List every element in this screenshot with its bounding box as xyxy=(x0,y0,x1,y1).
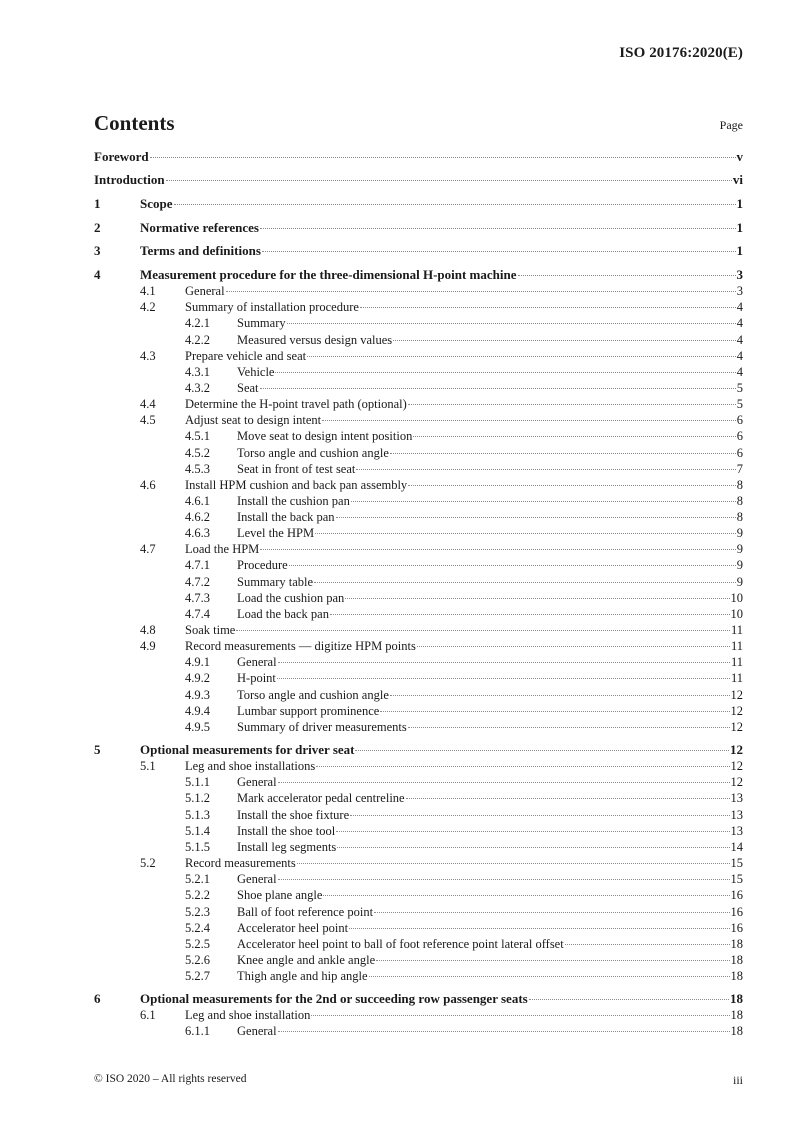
toc-entry-title: Procedure xyxy=(237,558,288,572)
toc-entry-number: 4.2.1 xyxy=(185,316,210,330)
toc-entry-number: 5.2.6 xyxy=(185,953,210,967)
toc-entry-number: 4.6 xyxy=(140,478,156,492)
dot-leader xyxy=(518,275,736,276)
toc-entry-page: 12 xyxy=(730,688,743,702)
toc-entry-number: 5.1.5 xyxy=(185,840,210,854)
dot-leader xyxy=(262,251,736,252)
toc-entry[interactable] xyxy=(94,196,743,212)
toc-entry-page: 10 xyxy=(730,607,743,621)
dot-leader xyxy=(369,976,730,977)
toc-entry[interactable] xyxy=(94,220,743,236)
toc-entry-page: 6 xyxy=(736,413,743,427)
dot-leader xyxy=(260,228,736,229)
toc-entry-title: Terms and definitions xyxy=(140,243,261,258)
dot-leader xyxy=(390,453,736,454)
toc-entry-title: Install HPM cushion and back pan assembly xyxy=(185,478,408,492)
toc-entry-title: Leg and shoe installation xyxy=(185,1008,311,1022)
toc-entry-page: 12 xyxy=(730,759,743,773)
toc-entry[interactable] xyxy=(94,590,743,606)
dot-leader xyxy=(351,501,736,502)
toc-entry-page: 11 xyxy=(730,623,743,637)
toc-entry-title: Prepare vehicle and seat xyxy=(185,349,307,363)
toc-entry-title: Record measurements xyxy=(185,856,296,870)
toc-entry-title: Seat in front of test seat xyxy=(237,462,356,476)
toc-entry[interactable] xyxy=(94,364,743,380)
toc-entry-number: 4.6.2 xyxy=(185,510,210,524)
dot-leader xyxy=(393,340,736,341)
toc-entry-page: 5 xyxy=(736,381,743,395)
toc-entry-number: 5 xyxy=(94,742,101,757)
toc-entry[interactable] xyxy=(94,315,743,331)
dot-leader xyxy=(390,695,730,696)
toc-entry[interactable] xyxy=(94,855,743,871)
toc-entry-title: Torso angle and cushion angle xyxy=(237,446,389,460)
toc-entry-page: 4 xyxy=(736,365,743,379)
toc-entry-page: 7 xyxy=(736,462,743,476)
toc-entry-title: Summary of installation procedure xyxy=(185,300,359,314)
toc-entry-number: 4 xyxy=(94,267,101,282)
toc-entry-number: 5.2.1 xyxy=(185,872,210,886)
toc-entry[interactable] xyxy=(94,428,743,444)
toc-entry-number: 4.2 xyxy=(140,300,156,314)
dot-leader xyxy=(356,469,735,470)
toc-entry-title: Install leg segments xyxy=(237,840,337,854)
toc-entry-number: 4.5 xyxy=(140,413,156,427)
toc-entry-number: 4.9.2 xyxy=(185,671,210,685)
toc-entry-number: 5.1 xyxy=(140,759,156,773)
toc-entry-page: 6 xyxy=(736,429,743,443)
toc-entry-title: Summary xyxy=(237,316,286,330)
toc-entry-page: 12 xyxy=(730,704,743,718)
toc-entry-page: 13 xyxy=(730,808,743,822)
toc-entry-page: 18 xyxy=(730,969,743,983)
toc-entry-page: 9 xyxy=(736,558,743,572)
toc-entry[interactable] xyxy=(94,638,743,654)
toc-entry-number: 4.7 xyxy=(140,542,156,556)
dot-leader xyxy=(311,1015,729,1016)
toc-entry[interactable] xyxy=(94,348,743,364)
toc-entry[interactable] xyxy=(94,267,743,283)
toc-entry-title: Adjust seat to design intent xyxy=(185,413,322,427)
dot-leader xyxy=(289,565,736,566)
toc-entry-title: H-point xyxy=(237,671,276,685)
dot-leader xyxy=(323,895,729,896)
toc-entry[interactable] xyxy=(94,887,743,903)
toc-entry-number: 4.6.1 xyxy=(185,494,210,508)
dot-leader xyxy=(380,711,729,712)
toc-entry-number: 6.1 xyxy=(140,1008,156,1022)
toc-entry[interactable] xyxy=(94,991,743,1007)
toc-entry-title: General xyxy=(237,655,277,669)
toc-entry-number: 1 xyxy=(94,196,101,211)
toc-entry-page: vi xyxy=(732,172,743,187)
toc-entry-page: 16 xyxy=(730,888,743,902)
toc-entry-title: Foreword xyxy=(94,149,149,164)
toc-entry-page: 9 xyxy=(736,526,743,540)
toc-entry-number: 5.1.2 xyxy=(185,791,210,805)
toc-entry-title: Lumbar support prominence xyxy=(237,704,380,718)
page-column-label: Page xyxy=(719,118,743,132)
toc-entry[interactable] xyxy=(94,412,743,428)
dot-leader xyxy=(277,678,730,679)
toc-entry-page: 16 xyxy=(730,905,743,919)
toc-entry-number: 5.2.2 xyxy=(185,888,210,902)
toc-entry[interactable] xyxy=(94,332,743,348)
toc-entry-number: 4.3.1 xyxy=(185,365,210,379)
toc-entry-title: Determine the H-point travel path (optional) xyxy=(185,397,407,411)
toc-entry[interactable] xyxy=(94,606,743,622)
toc-entry-number: 4.5.2 xyxy=(185,446,210,460)
toc-entry-number: 4.6.3 xyxy=(185,526,210,540)
toc-entry-title: Shoe plane angle xyxy=(237,888,323,902)
toc-entry-title: Record measurements — digitize HPM points xyxy=(185,639,416,653)
toc-entry-title: Accelerator heel point to ball of foot reference point lateral offset xyxy=(237,937,564,951)
toc-entry-number: 4.9.4 xyxy=(185,704,210,718)
toc-entry[interactable] xyxy=(94,299,743,315)
toc-entry[interactable] xyxy=(94,871,743,887)
toc-entry-number: 4.5.3 xyxy=(185,462,210,476)
dot-leader xyxy=(565,944,730,945)
toc-entry[interactable] xyxy=(94,742,743,758)
toc-entry[interactable] xyxy=(94,574,743,590)
toc-entry-title: Torso angle and cushion angle xyxy=(237,688,389,702)
toc-entry-number: 5.2.3 xyxy=(185,905,210,919)
toc-entry[interactable] xyxy=(94,622,743,638)
dot-leader xyxy=(166,180,732,181)
toc-entry-number: 5.2.7 xyxy=(185,969,210,983)
toc-entry-page: 12 xyxy=(730,742,743,757)
page-number: iii xyxy=(732,1073,743,1087)
toc-entry-title: Thigh angle and hip angle xyxy=(237,969,368,983)
dot-leader xyxy=(307,356,736,357)
toc-entry-title: Move seat to design intent position xyxy=(237,429,413,443)
toc-entry-number: 6 xyxy=(94,991,101,1006)
toc-entry-title: Summary table xyxy=(237,575,314,589)
toc-entry-number: 5.2.4 xyxy=(185,921,210,935)
toc-entry-title: Install the back pan xyxy=(237,510,335,524)
toc-entry-page: 1 xyxy=(736,243,743,258)
toc-entry-page: 18 xyxy=(730,937,743,951)
toc-entry-title: General xyxy=(237,872,277,886)
toc-entry-page: 3 xyxy=(736,267,743,282)
toc-entry-title: Summary of driver measurements xyxy=(237,720,407,734)
toc-entry-number: 3 xyxy=(94,243,101,258)
toc-entry[interactable] xyxy=(94,541,743,557)
toc-entry[interactable] xyxy=(94,968,743,984)
toc-entry-number: 4.8 xyxy=(140,623,156,637)
toc-entry-number: 4.9.3 xyxy=(185,688,210,702)
toc-entry-page: 4 xyxy=(736,300,743,314)
toc-entry-number: 4.1 xyxy=(140,284,156,298)
dot-leader xyxy=(314,582,736,583)
toc-entry[interactable] xyxy=(94,1007,743,1023)
toc-entry-page: 11 xyxy=(730,655,743,669)
dot-leader xyxy=(260,549,735,550)
toc-entry[interactable] xyxy=(94,807,743,823)
dot-leader xyxy=(236,630,730,631)
toc-entry-page: 4 xyxy=(736,349,743,363)
dot-leader xyxy=(413,436,735,437)
toc-entry-title: Mark accelerator pedal centreline xyxy=(237,791,405,805)
dot-leader xyxy=(345,598,729,599)
toc-entry-number: 5.1.3 xyxy=(185,808,210,822)
toc-entry[interactable] xyxy=(94,904,743,920)
toc-entry[interactable] xyxy=(94,952,743,968)
dot-leader xyxy=(315,533,736,534)
toc-entry-title: Leg and shoe installations xyxy=(185,759,316,773)
toc-entry-title: Install the shoe tool xyxy=(237,824,336,838)
toc-entry-title: General xyxy=(237,775,277,789)
toc-entry-page: 8 xyxy=(736,478,743,492)
toc-entry-number: 6.1.1 xyxy=(185,1024,210,1038)
toc-entry[interactable] xyxy=(94,509,743,525)
toc-entry-page: 8 xyxy=(736,494,743,508)
toc-entry[interactable] xyxy=(94,243,743,259)
toc-entry-title: Scope xyxy=(140,196,173,211)
toc-entry-page: 4 xyxy=(736,316,743,330)
toc-entry-page: v xyxy=(736,149,743,164)
toc-entry-number: 4.9.1 xyxy=(185,655,210,669)
toc-entry-page: 15 xyxy=(730,872,743,886)
toc-entry[interactable] xyxy=(94,493,743,509)
toc-entry-page: 18 xyxy=(730,953,743,967)
dot-leader xyxy=(174,204,736,205)
toc-entry-title: Measured versus design values xyxy=(237,333,393,347)
toc-entry[interactable] xyxy=(94,936,743,952)
toc-entry-number: 4.2.2 xyxy=(185,333,210,347)
toc-entry[interactable] xyxy=(94,774,743,790)
toc-entry-title: Ball of foot reference point xyxy=(237,905,374,919)
toc-entry-title: Introduction xyxy=(94,172,165,187)
dot-leader xyxy=(406,798,730,799)
toc-entry-page: 15 xyxy=(730,856,743,870)
toc-entry-page: 4 xyxy=(736,333,743,347)
dot-leader xyxy=(374,912,729,913)
dot-leader xyxy=(350,815,729,816)
toc-entry[interactable] xyxy=(94,380,743,396)
dot-leader xyxy=(360,307,736,308)
dot-leader xyxy=(376,960,729,961)
dot-leader xyxy=(417,646,730,647)
toc-entry-number: 4.9.5 xyxy=(185,720,210,734)
toc-entry[interactable] xyxy=(94,719,743,735)
toc-entry[interactable] xyxy=(94,670,743,686)
toc-entry[interactable] xyxy=(94,396,743,412)
toc-entry-number: 5.2 xyxy=(140,856,156,870)
page-title: Contents xyxy=(94,111,175,135)
toc-entry-number: 4.3.2 xyxy=(185,381,210,395)
toc-entry-page: 18 xyxy=(730,1008,743,1022)
toc-entry[interactable] xyxy=(94,477,743,493)
dot-leader xyxy=(150,157,736,158)
toc-entry[interactable] xyxy=(94,920,743,936)
toc-entry[interactable] xyxy=(94,839,743,855)
toc-entry-title: Load the HPM xyxy=(185,542,260,556)
dot-leader xyxy=(275,372,735,373)
toc-entry-title: Load the cushion pan xyxy=(237,591,345,605)
toc-entry-number: 4.4 xyxy=(140,397,156,411)
toc-entry-page: 12 xyxy=(730,720,743,734)
toc-entry-page: 18 xyxy=(730,1024,743,1038)
dot-leader xyxy=(278,1031,730,1032)
toc-entry-page: 9 xyxy=(736,542,743,556)
toc-entry-page: 10 xyxy=(730,591,743,605)
toc-entry[interactable] xyxy=(94,149,743,165)
toc-entry[interactable] xyxy=(94,445,743,461)
toc-entry-title: Seat xyxy=(237,381,259,395)
toc-entry[interactable] xyxy=(94,654,743,670)
toc-entry-title: General xyxy=(237,1024,277,1038)
dot-leader xyxy=(226,291,736,292)
toc-entry-number: 5.1.1 xyxy=(185,775,210,789)
dot-leader xyxy=(297,863,730,864)
toc-entry-page: 16 xyxy=(730,921,743,935)
toc-entry-number: 4.3 xyxy=(140,349,156,363)
toc-entry-title: Optional measurements for the 2nd or succeeding row passenger seats xyxy=(140,991,528,1006)
toc-entry-number: 5.1.4 xyxy=(185,824,210,838)
toc-entry-page: 6 xyxy=(736,446,743,460)
toc-entry-number: 4.7.2 xyxy=(185,575,210,589)
dot-leader xyxy=(278,879,730,880)
toc-entry-number: 4.7.3 xyxy=(185,591,210,605)
toc-entry[interactable] xyxy=(94,557,743,573)
dot-leader xyxy=(278,782,730,783)
dot-leader xyxy=(322,420,736,421)
toc-entry-page: 8 xyxy=(736,510,743,524)
toc-entry-number: 5.2.5 xyxy=(185,937,210,951)
toc-entry-page: 9 xyxy=(736,575,743,589)
toc-entry[interactable] xyxy=(94,525,743,541)
dot-leader xyxy=(408,404,736,405)
toc-entry-title: Normative references xyxy=(140,220,259,235)
dot-leader xyxy=(316,766,729,767)
toc-entry-number: 4.7.4 xyxy=(185,607,210,621)
dot-leader xyxy=(355,750,729,751)
toc-entry-page: 1 xyxy=(736,196,743,211)
toc-entry-title: Load the back pan xyxy=(237,607,329,621)
copyright-notice: © ISO 2020 – All rights reserved xyxy=(94,1073,247,1085)
toc-entry-page: 5 xyxy=(736,397,743,411)
toc-entry-page: 18 xyxy=(730,991,743,1006)
dot-leader xyxy=(278,662,730,663)
toc-entry-page: 1 xyxy=(736,220,743,235)
toc-entry[interactable] xyxy=(94,461,743,477)
dot-leader xyxy=(408,727,730,728)
dot-leader xyxy=(336,831,729,832)
toc-entry-page: 13 xyxy=(730,791,743,805)
toc-entry-title: Optional measurements for driver seat xyxy=(140,742,355,757)
toc-entry[interactable] xyxy=(94,758,743,774)
toc-entry-title: General xyxy=(185,284,225,298)
toc-entry-page: 14 xyxy=(730,840,743,854)
toc-entry-page: 13 xyxy=(730,824,743,838)
toc-entry-page: 12 xyxy=(730,775,743,789)
toc-entry-title: Soak time xyxy=(185,623,236,637)
toc-entry-title: Knee angle and ankle angle xyxy=(237,953,376,967)
dot-leader xyxy=(337,847,729,848)
toc-entry[interactable] xyxy=(94,687,743,703)
toc-entry-page: 3 xyxy=(736,284,743,298)
toc-entry-title: Measurement procedure for the three-dimensional H-point machine xyxy=(140,267,517,282)
toc-entry-title: Level the HPM xyxy=(237,526,315,540)
dot-leader xyxy=(330,614,730,615)
toc-entry-page: 11 xyxy=(730,671,743,685)
toc-entry[interactable] xyxy=(94,790,743,806)
toc-entry[interactable] xyxy=(94,172,743,188)
dot-leader xyxy=(336,517,736,518)
toc-entry[interactable] xyxy=(94,823,743,839)
dot-leader xyxy=(260,388,736,389)
toc-entry-title: Vehicle xyxy=(237,365,275,379)
toc-entry-number: 4.7.1 xyxy=(185,558,210,572)
toc-entry[interactable] xyxy=(94,283,743,299)
toc-entry[interactable] xyxy=(94,1023,743,1039)
toc-entry-number: 2 xyxy=(94,220,101,235)
dot-leader xyxy=(287,323,736,324)
toc-entry-title: Accelerator heel point xyxy=(237,921,349,935)
toc-entry[interactable] xyxy=(94,703,743,719)
dot-leader xyxy=(349,928,729,929)
toc-entry-number: 4.9 xyxy=(140,639,156,653)
dot-leader xyxy=(408,485,736,486)
toc-entry-title: Install the cushion pan xyxy=(237,494,350,508)
dot-leader xyxy=(529,999,729,1000)
toc-entry-number: 4.5.1 xyxy=(185,429,210,443)
toc-entry-title: Install the shoe fixture xyxy=(237,808,350,822)
toc-entry-page: 11 xyxy=(730,639,743,653)
document-id: ISO 20176:2020(E) xyxy=(619,45,743,61)
